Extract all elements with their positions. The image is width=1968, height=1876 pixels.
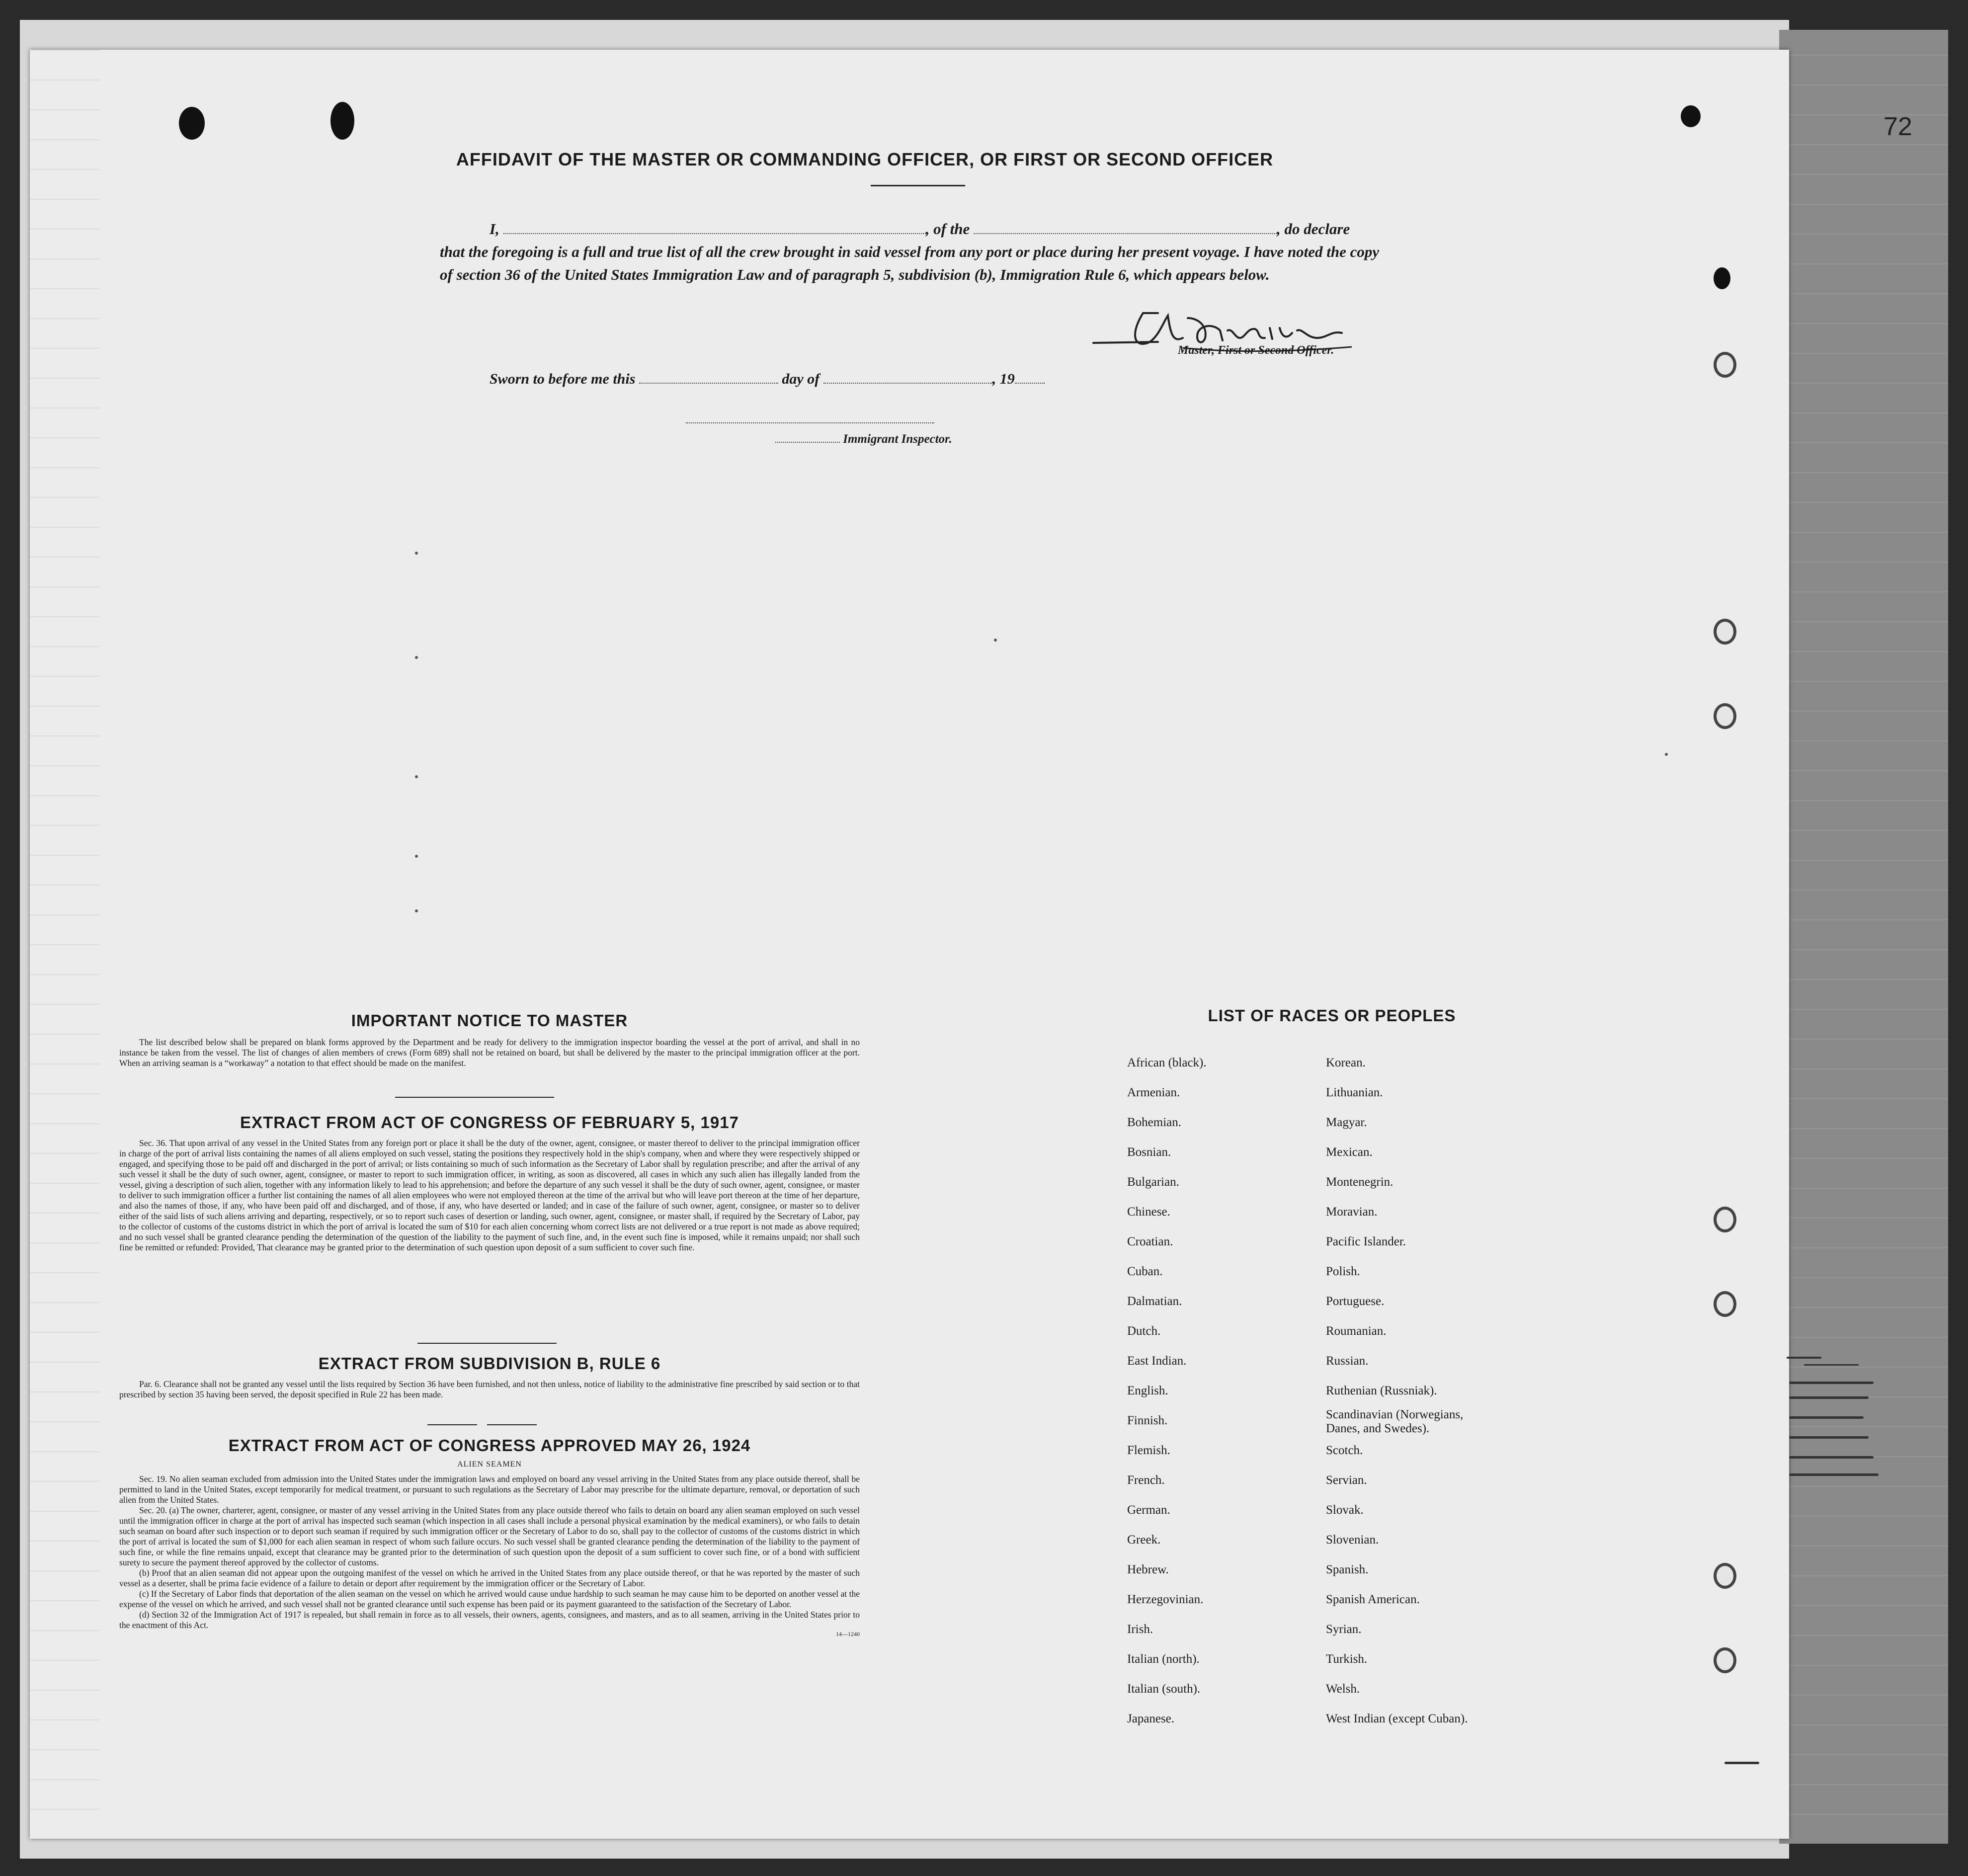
punch-hole — [179, 107, 205, 140]
extract-1924-section — [119, 1436, 860, 1638]
race-item: Croatian. — [1127, 1235, 1173, 1248]
notice-paragraph: The list described below shall be prepared on blank forms approved by the Department and be ready for delivery to the immigration inspector boarding the vessel at the port of arrival, and shall in no instance be taken from the vessel. The list of changes of alien members of crews (Form 689) shall not be retained on board, but shall be delivered by the master to the principal immigration officer at the port. When an arriving seaman is a “workaway” a notation to that effect should be made on the manifest. — [119, 1037, 860, 1068]
declaration-body: that the foregoing is a full and true list of all the crew brought in said vessel from any port or place during her present voyage. I have noted the copy of section 36 of the United States Immigration Law and of paragraph 5, subdivision (b), Immigration Rule 6, which appears below. — [440, 243, 1380, 283]
stray-mark — [415, 656, 418, 659]
pencil-mark — [1789, 1396, 1869, 1399]
race-item: Lithuanian. — [1326, 1086, 1383, 1099]
race-item: Italian (south). — [1127, 1682, 1201, 1696]
stray-mark — [994, 639, 997, 642]
declaration-i: I, — [490, 220, 499, 238]
extract-1924-text — [119, 1474, 860, 1631]
race-item: German. — [1127, 1503, 1170, 1517]
section-divider — [487, 1424, 537, 1425]
race-item: Korean. — [1326, 1056, 1366, 1069]
race-item: Scandinavian (Norwegians, Danes, and Swedes). — [1326, 1408, 1464, 1435]
race-item: Mexican. — [1326, 1145, 1373, 1159]
race-item: Portuguese. — [1326, 1295, 1385, 1308]
race-item: Moravian. — [1326, 1205, 1378, 1219]
binder-ring — [1714, 1647, 1736, 1673]
race-item: Magyar. — [1326, 1116, 1367, 1129]
affidavit-title: AFFIDAVIT OF THE MASTER OR COMMANDING OFFICER, OR FIRST OR SECOND OFFICER — [456, 149, 1274, 169]
race-item: Montenegrin. — [1326, 1175, 1394, 1189]
section-divider — [417, 1343, 557, 1344]
race-item: Polish. — [1326, 1265, 1360, 1278]
race-item: Roumanian. — [1326, 1324, 1387, 1338]
binder-ring — [1714, 1563, 1736, 1589]
extract-1924-paragraph: (d) Section 32 of the Immigration Act of 1917 is repealed, but shall remain in force as to all vessels, their owners, agents, consignees, and masters, and as to all seamen, arriving in the United States prior to the enactment of this Act. — [119, 1610, 860, 1630]
extract-1917-title: EXTRACT FROM ACT OF CONGRESS OF FEBRUARY 5, 1917 — [240, 1113, 739, 1132]
extract-rule6-section — [119, 1354, 860, 1400]
sworn-day-label: day of — [782, 371, 820, 387]
stray-mark — [415, 855, 418, 858]
race-item: Japanese. — [1127, 1712, 1175, 1725]
extract-1924-title: EXTRACT FROM ACT OF CONGRESS APPROVED MAY 26, 1924 — [228, 1436, 751, 1455]
race-item: Flemish. — [1127, 1444, 1170, 1457]
race-item: Slovak. — [1326, 1503, 1364, 1517]
binder-ring — [1714, 352, 1736, 378]
race-item: Finnish. — [1127, 1414, 1168, 1427]
pencil-mark — [1724, 1762, 1759, 1764]
title-rule — [871, 185, 965, 186]
race-item: Greek. — [1127, 1533, 1161, 1547]
extract-1917-text — [119, 1138, 860, 1253]
race-item: Slovenian. — [1326, 1533, 1379, 1547]
race-item: Spanish American. — [1326, 1593, 1420, 1606]
name-blank — [503, 218, 926, 234]
pencil-mark — [1804, 1364, 1859, 1366]
race-item: Russian. — [1326, 1354, 1369, 1368]
race-item: English. — [1127, 1384, 1168, 1397]
section-divider — [395, 1097, 554, 1098]
signature-caption: Master, First or Second Officer. — [1178, 344, 1334, 357]
inspector-caption — [775, 432, 952, 446]
pencil-mark — [1789, 1382, 1874, 1384]
extract-1924-subtitle: ALIEN SEAMEN — [457, 1460, 522, 1468]
race-item: African (black). — [1127, 1056, 1207, 1069]
pencil-mark — [1789, 1416, 1864, 1419]
notice-title: IMPORTANT NOTICE TO MASTER — [351, 1011, 628, 1030]
pencil-mark — [1787, 1357, 1821, 1359]
extract-1924-paragraph: Sec. 19. No alien seaman excluded from admission into the United States under the immigration laws and employed on board any vessel arriving in the United States from any place outside thereof, shall be permitted to land in the United States, except temporarily for medical treatment, or pursuant to such regulations as the Secretary of Labor may prescribe for the ultimate departure, removal, or deportation of such alien from the United States. — [119, 1474, 860, 1505]
sworn-year-label: , 19 — [992, 371, 1015, 387]
pencil-mark — [1789, 1456, 1874, 1459]
binder-ring — [1714, 1291, 1736, 1317]
notice-section — [119, 1011, 860, 1068]
sworn-prefix: Sworn to before me this — [490, 371, 636, 387]
race-item: Irish. — [1127, 1623, 1153, 1636]
binder-ring — [1714, 619, 1736, 645]
races-title: LIST OF RACES OR PEOPLES — [1208, 1006, 1456, 1025]
page-number: 72 — [1884, 112, 1912, 141]
extract-rule6-title: EXTRACT FROM SUBDIVISION B, RULE 6 — [318, 1354, 661, 1373]
punch-hole — [1681, 105, 1701, 127]
race-item: Ruthenian (Russniak). — [1326, 1384, 1437, 1397]
binder-ring — [1714, 1207, 1736, 1232]
extract-rule6-paragraph: Par. 6. Clearance shall not be granted any vessel until the lists required by Section 36 have been furnished, and not then unless, notice of liability to the administrative fine prescribed by said section or to that prescribed by section 35 having been served, the deposit specified in Rule 22 has been made. — [119, 1379, 860, 1399]
race-item: West Indian (except Cuban). — [1326, 1712, 1468, 1725]
page-edge-ruling — [30, 50, 99, 1839]
stray-mark — [415, 909, 418, 912]
extract-1924-paragraph: Sec. 20. (a) The owner, charterer, agent, consignee, or master of any vessel arriving in the United States from any place outside thereof who fails to detain on board any alien seaman employed on such vessel until the immigration officer in charge at the port of arrival has inspected such seaman (which inspection in all cases shall include a personal physical examination by the medical examiners), or who fails to detain such seaman on board after such inspection or to deport such seaman if required by such immigration officer or the Secretary of Labor to do so, shall pay to the collector of customs of the customs district in which the port of arrival is located the sum of $1,000 for each alien seaman in respect of whom such failure occurs. No such vessel shall be granted clearance pending the determination of the liability to the payment of such fine, or while the fine remains unpaid, except that clearance may be granted prior to the determination of such question upon the deposit of a sum sufficient to cover such fine, or of a bond with sufficient surety to secure the payment thereof approved by the collector of customs. — [119, 1505, 860, 1567]
declaration-do-declare: , do declare — [1277, 220, 1350, 238]
race-item: Bulgarian. — [1127, 1175, 1179, 1189]
punch-hole — [1714, 267, 1730, 289]
notice-text — [119, 1037, 860, 1068]
stray-mark — [1665, 753, 1668, 756]
race-item: Spanish. — [1326, 1563, 1369, 1576]
extract-1917-paragraph: Sec. 36. That upon arrival of any vessel in the United States from any foreign port or place it shall be the duty of the owner, agent, consignee, or master thereof to deliver to the principal immigration officer in charge of the port of arrival lists containing the names of all aliens employed on such vessel, stating the positions they respectively hold in the ship's company, when and where they were respectively shipped or engaged, and specifying those to be paid off and discharged in the port of arrival; or lists containing so much of such information as the Secretary of Labor shall by regulation prescribe; and after the arrival of any such vessel it shall be the duty of such owner, agent, consignee, or master to report to such immigration officer, in writing, as soon as discovered, all cases in which any such alien has illegally landed from the vessel, giving a description of such alien, together with any information likely to lead to his apprehension; and before the departure of any such vessel it shall be the duty of such owner, agent, consignee, or master to deliver to such immigration officer a further list containing the names of all alien employees who were not employed thereon at the time of the arrival but who will leave port thereon at the time of her departure, and also the names of those, if any, who have been paid off and discharged, and of those, if any, who have deserted or landed; and in case of the failure of such owner, agent, consignee, or master so to deliver either of the said lists of such aliens arriving and departing, respectively, or so to report such cases of desertion or landing, such owner, agent, consignee, or master shall, if required by the Secretary of Labor, pay to the collector of customs of the customs district in which the port of arrival is located the sum of $10 for each alien concerning whom correct lists are not delivered or a true report is not made as above required; and no such vessel shall be granted clearance pending the determination of the question of the liability to the payment of such fine, and, in the event such fine is imposed, while it remains unpaid; nor shall such fine be remitted or refunded: Provided, That clearance may be granted prior to the determination of such question upon deposit of a sum sufficient to cover such fine. — [119, 1138, 860, 1252]
form-number: 14—1240 — [836, 1631, 860, 1637]
extract-1924-paragraph: (c) If the Secretary of Labor finds that deportation of the alien seaman on the vessel on which he arrived would cause undue hardship to such seaman he may cause him to be deported on another vessel at the expense of the vessel on which he arrived, and such vessel shall not be granted clearance until such expense has been paid or its payment guaranteed to the satisfaction of the Secretary of Labor. — [119, 1589, 860, 1609]
race-item: French. — [1127, 1473, 1165, 1487]
race-item: Servian. — [1326, 1473, 1367, 1487]
extract-1917-section — [119, 1113, 860, 1253]
underlying-ledger-sheet — [1779, 30, 1948, 1844]
binder-ring — [1714, 703, 1736, 729]
race-item: Cuban. — [1127, 1265, 1163, 1278]
race-item: Dutch. — [1127, 1324, 1161, 1338]
race-item: Italian (north). — [1127, 1652, 1200, 1666]
race-item: Syrian. — [1326, 1623, 1362, 1636]
declaration-text — [440, 218, 1394, 286]
pencil-mark — [1789, 1473, 1879, 1476]
race-item: Turkish. — [1326, 1652, 1368, 1666]
stray-mark — [415, 775, 418, 778]
race-item: Armenian. — [1127, 1086, 1180, 1099]
sworn-day-blank — [639, 368, 778, 384]
inspector-signature-line — [686, 422, 934, 423]
extract-1924-paragraph: (b) Proof that an alien seaman did not appear upon the outgoing manifest of the vessel on which he arrived in the United States from any place outside thereof, or that he was reported by the master of such vessel as a deserter, shall be prima facie evidence of a failure to detain or deport after requirement by the immigration officer or the Secretary of Labor. — [119, 1568, 860, 1588]
race-item: Chinese. — [1127, 1205, 1170, 1219]
pencil-mark — [1789, 1436, 1869, 1439]
race-item: Welsh. — [1326, 1682, 1360, 1696]
section-divider — [427, 1424, 477, 1425]
sworn-line — [490, 368, 1045, 388]
race-item: Bosnian. — [1127, 1145, 1171, 1159]
race-item: Dalmatian. — [1127, 1295, 1182, 1308]
declaration-first-line — [440, 218, 1394, 241]
race-item: Pacific Islander. — [1326, 1235, 1406, 1248]
vessel-blank — [974, 218, 1277, 234]
sworn-year-blank — [1015, 368, 1045, 384]
race-item: Hebrew. — [1127, 1563, 1169, 1576]
punch-hole — [330, 102, 354, 140]
inspector-caption-text: Immigrant Inspector. — [843, 432, 952, 446]
race-item: Scotch. — [1326, 1444, 1363, 1457]
inspector-blank — [775, 434, 840, 443]
stray-mark — [415, 552, 418, 555]
declaration-of-the: , of the — [925, 220, 970, 238]
sworn-month-blank — [823, 368, 992, 384]
race-item: Bohemian. — [1127, 1116, 1182, 1129]
extract-rule6-text — [119, 1379, 860, 1400]
race-item: Herzegovinian. — [1127, 1593, 1204, 1606]
race-item: East Indian. — [1127, 1354, 1187, 1368]
